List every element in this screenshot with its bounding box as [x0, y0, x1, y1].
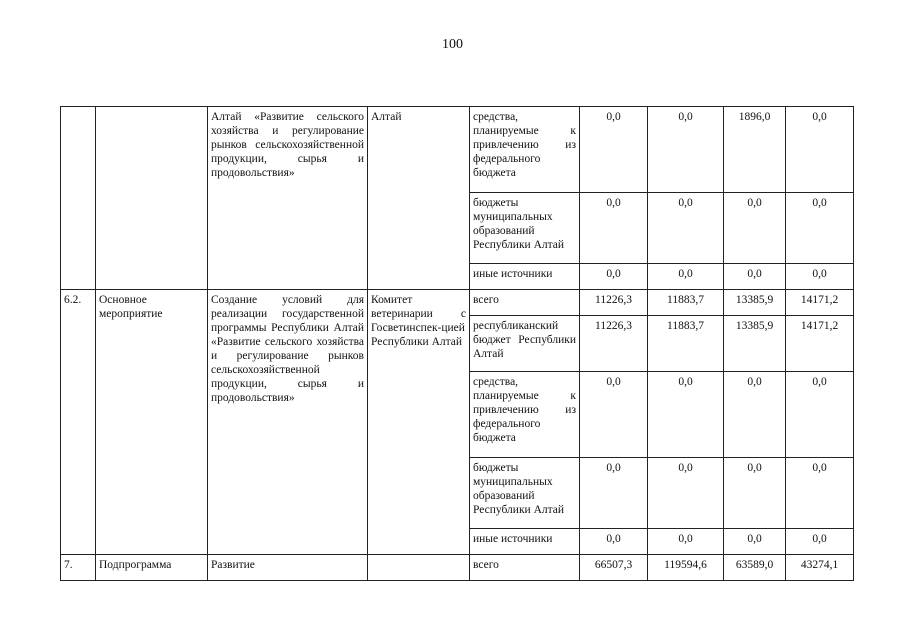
value-cell: 0,0 [786, 458, 854, 529]
value-cell: 0,0 [648, 264, 724, 290]
value-cell: 119594,6 [648, 555, 724, 581]
value-cell: 0,0 [580, 264, 648, 290]
value-cell: 0,0 [580, 193, 648, 264]
value-cell: 11226,3 [580, 290, 648, 316]
program-name-cell: Создание условий для реализации государственной программы Республики Алтай «Развитие сельского хозяйства и регулирование рынков сельскохозяйственной продукции, сырья и продовольствия» [208, 290, 368, 555]
value-cell: 13385,9 [724, 290, 786, 316]
value-cell: 0,0 [724, 458, 786, 529]
table-row [61, 290, 854, 316]
value-cell: 0,0 [724, 529, 786, 555]
value-cell: 0,0 [648, 529, 724, 555]
funding-source-cell: иные источники [470, 264, 580, 290]
value-cell: 0,0 [786, 107, 854, 193]
funding-source-cell: бюджеты муниципальных образований Республики Алтай [470, 458, 580, 529]
event-type-cell: Основное мероприятие [96, 290, 208, 555]
value-cell: 0,0 [580, 529, 648, 555]
value-cell: 0,0 [648, 107, 724, 193]
program-name-cell: Развитие [208, 555, 368, 581]
value-cell: 0,0 [786, 264, 854, 290]
value-cell: 1896,0 [724, 107, 786, 193]
value-cell: 66507,3 [580, 555, 648, 581]
value-cell: 0,0 [724, 193, 786, 264]
value-cell: 11883,7 [648, 316, 724, 372]
value-cell: 11226,3 [580, 316, 648, 372]
funding-source-cell: всего [470, 555, 580, 581]
value-cell: 63589,0 [724, 555, 786, 581]
program-financing-table [60, 106, 854, 581]
executor-cell [368, 555, 470, 581]
value-cell: 0,0 [786, 193, 854, 264]
funding-source-cell: всего [470, 290, 580, 316]
value-cell: 0,0 [648, 458, 724, 529]
funding-source-cell: средства, планируемые к привлечению из федерального бюджета [470, 107, 580, 193]
value-cell: 14171,2 [786, 316, 854, 372]
row-number-cell: 6.2. [61, 290, 96, 555]
value-cell: 0,0 [580, 107, 648, 193]
value-cell: 14171,2 [786, 290, 854, 316]
value-cell: 43274,1 [786, 555, 854, 581]
row-number-cell: 7. [61, 555, 96, 581]
value-cell: 0,0 [786, 372, 854, 458]
executor-cell: Алтай [368, 107, 470, 290]
event-type-cell: Подпрограмма [96, 555, 208, 581]
value-cell: 0,0 [724, 264, 786, 290]
table-row [61, 555, 854, 581]
program-name-cell: Алтай «Развитие сельского хозяйства и регулирование рынков сельскохозяйственной продукции, сырья и продовольствия» [208, 107, 368, 290]
executor-cell: Комитет ветеринарии с Госветинспек-цией Республики Алтай [368, 290, 470, 555]
value-cell: 0,0 [580, 372, 648, 458]
value-cell: 0,0 [580, 458, 648, 529]
table-row [61, 107, 854, 193]
funding-source-cell: иные источники [470, 529, 580, 555]
value-cell: 0,0 [648, 193, 724, 264]
page-number: 100 [442, 37, 463, 52]
funding-source-cell: средства, планируемые к привлечению из федерального бюджета [470, 372, 580, 458]
value-cell: 11883,7 [648, 290, 724, 316]
value-cell: 13385,9 [724, 316, 786, 372]
value-cell: 0,0 [786, 529, 854, 555]
row-number-cell [61, 107, 96, 290]
funding-source-cell: бюджеты муниципальных образований Республики Алтай [470, 193, 580, 264]
event-type-cell [96, 107, 208, 290]
funding-source-cell: республиканский бюджет Республики Алтай [470, 316, 580, 372]
value-cell: 0,0 [724, 372, 786, 458]
value-cell: 0,0 [648, 372, 724, 458]
